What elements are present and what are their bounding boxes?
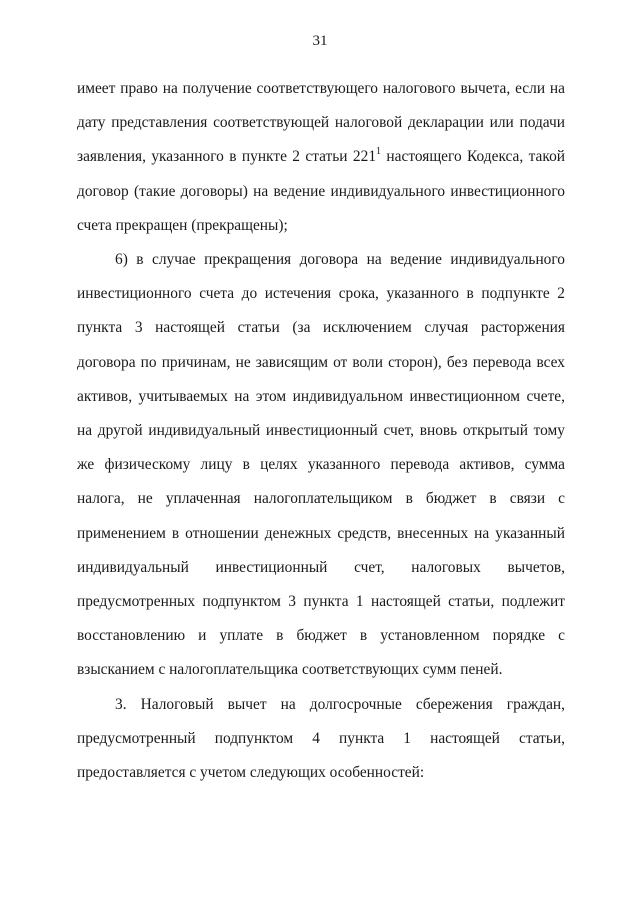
superscript: 1 (376, 146, 382, 158)
paragraph-text: настоящего Кодекса, такой договор (такие договоры) на ведение индивидуального инвестиционного счета прекращен (прекращены); (77, 148, 566, 234)
document-body (77, 72, 565, 790)
paragraph-section-3: 3. Налоговый вычет на долгосрочные сбережения граждан, предусмотренный подпунктом 4 пункта 1 настоящей статьи, предоставляется с учетом следующих особенностей: (77, 695, 565, 782)
paragraph-continuation (77, 72, 565, 243)
page-number: 31 (312, 33, 328, 49)
paragraph-item-6: 6) в случае прекращения договора на ведение индивидуального инвестиционного счета до истечения срока, указанного в подпункте 2 пункта 3 настоящей статьи (за исключением случая расторжения договора по причинам, не зависящим от воли сторон), без перевода всех активов, учитываемых на этом индивидуальном инвестиционном счете, на другой индивидуальный инвестиционный счет, вновь открытый тому же физическому лицу в целях указанного перевода активов, сумма налога, не уплаченная налогоплательщиком в бюджет в связи с применением в отношении денежных средств, внесенных на указанный индивидуальный инвестиционный счет, налоговых вычетов, предусмотренных подпунктом 3 пункта 1 настоящей статьи, подлежит восстановлению и уплате в бюджет в установленном порядке с взысканием с налогоплательщика соответствующих сумм пеней. (77, 251, 565, 679)
paragraph-text: имеет право на получение соответствующего налогового вычета, если на дату представления соответствующей налоговой декларации или подачи заявления, указанного в пункте 2 статьи 221 (77, 80, 565, 166)
